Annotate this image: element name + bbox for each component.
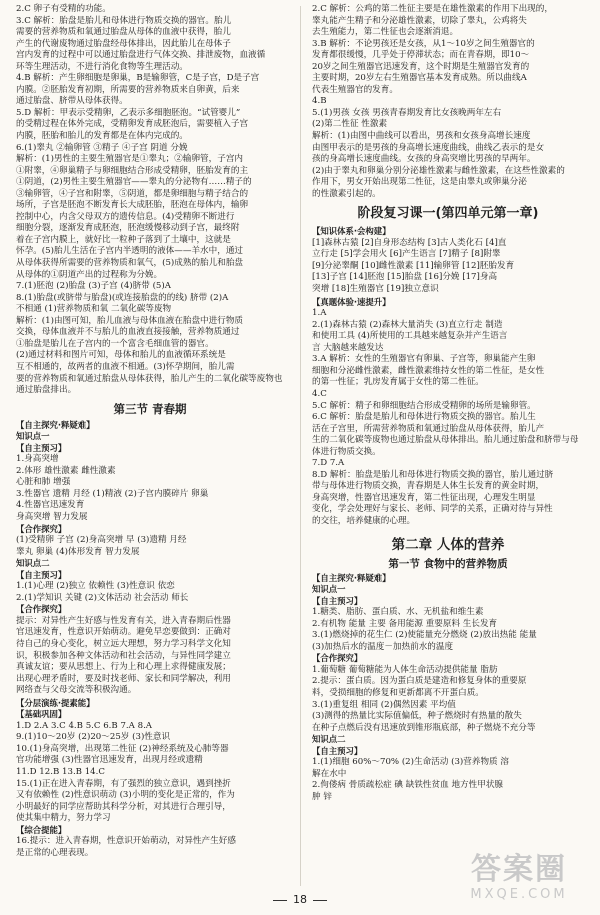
small-heading: 【自主预习】 xyxy=(312,745,363,756)
answer-line: 8.D 解析：胎盘是胎儿和母体进行物质交换的器官，胎儿通过脐 xyxy=(312,469,554,480)
answer-line: ①胎盘是胎儿在子宫内的一个富含毛细血管的器官。 xyxy=(16,338,214,349)
answer-line: 带与母体进行物质交换，青春期是人体生长发育的黄金时期， xyxy=(312,481,545,492)
answer-line: 心脏和肺 增强 xyxy=(16,477,71,488)
answer-line: 10.(1)身高突增，出现第二性征 (2)神经系统及心肺等器 xyxy=(16,743,229,754)
answer-line: 官功能增强 (3)性器官迅速发育，出现月经或遗精 xyxy=(16,755,203,766)
small-heading: 【合作探究】 xyxy=(16,604,67,615)
answer-line: 3.A 解析：女性的生殖器官有卵巢、子宫等，卵巢能产生卵 xyxy=(312,354,536,365)
answer-line: 生的二氧化碳等废物也通过胎盘从母体排出。胎儿通过胎盘和脐带与母体进行物质交换。 xyxy=(312,435,579,457)
answer-line: 宫内发育的过程中可以通过胎盘进行气体交换、排泄废物，血液循 xyxy=(16,50,266,61)
answer-line: 2.(1)森林古猿 (2)森林大量消失 (3)直立行走 制造 xyxy=(312,319,503,330)
answer-line: 细胞分裂，逐渐发育成胚泡，胚泡缓慢移动到子宫，最终附 xyxy=(16,223,240,234)
small-heading: 知识点一 xyxy=(16,431,50,442)
answer-line: 3.B 解析：不论男孩还是女孩，从1～10岁之间生殖器官的 xyxy=(312,38,535,49)
answer-line: 解析：(1)由图中曲线可以看出，男孩和女孩身高增长速度 xyxy=(312,131,531,142)
answer-line: 是正常的心理表现。 xyxy=(16,847,94,858)
answer-line: 从母体的①阴道产出的过程称为分娩。 xyxy=(16,269,163,280)
column-divider xyxy=(300,6,301,886)
answer-line: 9.(1)10～20岁 (2)20～25岁 (3)性意识 xyxy=(16,732,171,743)
bracket-heading: 【自主探究·释疑难】 xyxy=(16,419,95,430)
answer-line: 主要时期，20岁左右生殖器官基本发育成熟。所以曲线A xyxy=(312,73,527,84)
answer-line: 官迅速发育，性意识开始萌动。避免早恋要做到：正确对 xyxy=(16,627,231,638)
answer-line: 5.D 解析：甲表示受精卵，乙表示多细胞胚泡。“试管婴儿” xyxy=(16,107,241,118)
answer-line: 15.(1)正在进入青春期，有了强烈的独立意识，遇到挫折 xyxy=(16,778,231,789)
small-heading: 知识点二 xyxy=(312,734,346,745)
answer-line: 2.佝偻病 骨质疏松症 碘 缺铁性贫血 地方性甲状腺 xyxy=(312,780,504,791)
answer-line: 2.提示：蛋白质。因为蛋白质是建造和修复身体的重要原 xyxy=(312,676,527,687)
answer-line: 小明最好的同学应帮助其科学分析，对其进行合理引导， xyxy=(16,801,231,812)
answer-line: 1.身高突增 xyxy=(16,454,59,465)
answer-line: 去生殖能力，第二性征也会逐渐消退。 xyxy=(312,27,459,38)
answer-line: (2)第二性征 性激素 xyxy=(312,119,388,130)
answer-line: 4.B 解析：产生卵细胞是卵巢，B是输卵管，C是子宫，D是子宫 xyxy=(16,73,260,84)
answer-line: (2)通过材料和图片可知，母体和胎儿的血液循环系统是 xyxy=(16,350,226,361)
answer-line: (2)由于睾丸和卵巢分别分泌雄性激素与雌性激素，在这些性激素的 xyxy=(312,165,565,176)
answer-line: 2.体形 雄性激素 雌性激素 xyxy=(16,465,116,476)
answer-line: ①阴道，(2)男性主要生殖器官——睾丸的分泌物有……精子的 xyxy=(16,177,252,188)
answer-line: 场所，子宫是胚泡不断发育长大成胚胎，胚泡在母体内，输卵 xyxy=(16,200,249,211)
answer-line: 使其集中精力，努力学习 xyxy=(16,813,111,824)
bracket-heading: 【分层演练·提素能】 xyxy=(16,697,95,708)
answer-line: 和使用工具 (4)所使用的工具越来越复杂并产生语言 xyxy=(312,331,508,342)
answer-line: 由图甲表示的是男孩的身高增长速度曲线，曲线乙表示的是女 xyxy=(312,142,545,153)
watermark-sub: MXQE.COM xyxy=(470,887,568,902)
answer-line: 5.(1)男孩 女孩 男孩青春期发育比女孩晚两年左右 xyxy=(312,107,502,118)
answer-line: (3)加热后水的温度－加热前水的温度 xyxy=(312,641,454,652)
answer-line: 7.D 7.A xyxy=(312,458,345,469)
answer-line: 4.C xyxy=(312,388,327,399)
answer-line: ③输卵管，④子宫和附睾，⑤阴道，都是卵细胞与精子结合的 xyxy=(16,188,249,199)
answer-line: 解析：(1)男性的主要生殖器官是①睾丸；②输卵管，子宫内 xyxy=(16,154,244,165)
watermark-logo xyxy=(444,853,594,905)
answer-line: 着在子宫内膜上，就好比一粒种子落到了土壤中，这就是 xyxy=(16,234,231,245)
answer-line: 在种子点燃后没有迅速放到锥形瓶底部，种子燃烧不充分等 xyxy=(312,722,536,733)
small-heading: 【自主预习】 xyxy=(16,442,67,453)
review-title: 阶段复习课一(第四单元第一章) xyxy=(357,206,539,222)
answer-line: 孩的身高增长速度曲线。女孩的身高突增比男孩的早两年。 xyxy=(312,154,536,165)
answer-line: 出现心理矛盾时，要及时找老师、家长和同学解决，利用 xyxy=(16,673,231,684)
answer-line: 2.(1)学知识 关键 (2)文体活动 社会活动 师长 xyxy=(16,592,189,603)
answer-line: 的受精过程在体外完成，受精卵发育成胚泡后，需要植入子宫 xyxy=(16,119,249,130)
answer-line: 身高突增，性器官迅速发育，第二性征出现，心理发生明显 xyxy=(312,492,536,503)
small-heading: 【基础巩固】 xyxy=(16,709,67,720)
answer-line: 通过胎盘、脐带从母体获得。 xyxy=(16,96,128,107)
bracket-heading: 【自主探究·释疑难】 xyxy=(312,572,391,583)
answer-line: 内膜，胚胎和胎儿的发育都是在体内完成的。 xyxy=(16,131,188,142)
subsection-title: 第一节 食物中的营养物质 xyxy=(388,557,508,570)
answer-line: 内膜。②胚胎发育初期，所需要的营养物质来自卵黄，后来 xyxy=(16,84,240,95)
answer-line: 识，积极参加各种文体活动和社会活动，与异性同学建立 xyxy=(16,650,231,661)
answer-line: 7.(1)胚泡 (2)胎盘 (3)子宫 (4)脐带 (5)A xyxy=(16,281,171,292)
small-heading: 【合作探究】 xyxy=(312,653,363,664)
answer-line: 16.提示：进入青春期，性意识开始萌动，对异性产生好感 xyxy=(16,836,236,847)
answer-line: 活在子宫里，所需营养物质和氧通过胎盘从母体获得，胎儿产 xyxy=(312,423,545,434)
small-heading: 知识点一 xyxy=(312,584,346,595)
answer-line: 突增 [18]生殖器官 [19]独立意识 xyxy=(312,284,439,295)
answer-line: [9]分泌睾酮 [10]雌性激素 [11]输卵管 [12]胚胎发育 xyxy=(312,260,515,271)
answer-line: 环等生理活动，不进行消化食物等生理活动。 xyxy=(16,61,188,72)
answer-line: [13]子宫 [14]胚泡 [15]胎盘 [16]分娩 [17]身高 xyxy=(312,272,498,283)
answer-line: 6.(1)睾丸 ②输卵管 ③精子 ④子宫 阴道 分娩 xyxy=(16,142,188,153)
answer-line: 变化，学会处理好与家长、老师、同学的关系，正确对待与异性 xyxy=(312,504,553,515)
answer-line: 5.C 解析：精子和卵细胞结合形成受精卵的场所是输卵管。 xyxy=(312,400,536,411)
section-title: 第三节 青春期 xyxy=(113,401,187,416)
answer-line: 1.葡萄糖 葡萄糖能为人体生命活动提供能量 脂肪 xyxy=(312,664,498,675)
answer-line: 4.B xyxy=(312,96,327,107)
answer-line: ①附睾，④卵巢精子与卵细胞结合形成受精卵，胚胎发育的主 xyxy=(16,165,249,176)
chapter-title: 第二章 人体的营养 xyxy=(391,536,505,553)
answer-line: 控制中心，内含父母双方的遗传信息。(4)受精卵不断进行 xyxy=(16,211,235,222)
answer-line: 的第一性征；乳房发育属于女性的第二性征。 xyxy=(312,377,484,388)
answer-line: 11.D 12.B 13.B 14.C xyxy=(16,767,105,777)
answer-line: 1.糖类、脂肪、蛋白质、水、无机盐和维生素 xyxy=(312,607,484,618)
answer-line: 代表生殖器官的发育。 xyxy=(312,84,398,95)
answer-line: 2.C 卵子有受精的功能。 xyxy=(16,4,111,14)
answer-line: 要的营养物质和氧通过胎盘从母体获得，胎儿产生的二氧化碳等废物也 xyxy=(16,373,283,384)
answer-line: 3.C 解析：胎盘是胎儿和母体进行物质交换的器官。胎儿 xyxy=(16,15,232,26)
answer-line: [1]森林古猿 [2]自身形态结构 [3]古人类化石 [4]直 xyxy=(312,237,507,248)
watermark-main: 答案圈 xyxy=(471,852,567,887)
answer-line: 真诚友谊；要从思想上、行为上和心理上求得健康发展； xyxy=(16,662,231,673)
answer-line: (1)受精卵 子宫 (2)身高突增 早 (3)遗精 月经 xyxy=(16,535,187,546)
answer-line: 从母体获得所需要的营养物质和氧气，(5)成熟的胎儿和胎盘 xyxy=(16,258,244,269)
answer-line: 言 大脑越来越发达 xyxy=(312,342,384,353)
answer-line: 1.D 2.A 3.C 4.B 5.C 6.B 7.A 8.A xyxy=(16,720,153,731)
answer-line: 怀孕。(5)胎儿生活在子宫内半透明的液体——羊水中，通过 xyxy=(16,246,244,257)
small-heading: 【自主预习】 xyxy=(16,569,67,580)
answer-line: 3.性器官 遗精 月经 (1)精液 (2)子宫内膜碎片 卵巢 xyxy=(16,488,209,499)
answer-line: 4.性器官迅速发育 xyxy=(16,500,85,511)
answer-line: 细胞和分泌雌性激素，雌性激素维持女性的第二性征，是女性 xyxy=(312,365,545,376)
answer-line: 的交往，培养健康的心理。 xyxy=(312,515,416,526)
left-column xyxy=(16,4,284,859)
bracket-heading: 【真题体验·速提升】 xyxy=(312,296,391,307)
answer-line: 3.(1)重复组 相同 (2)偶然因素 平均值 xyxy=(312,699,456,710)
answer-line: 睾丸能产生精子和分泌雄性激素，切除了睾丸，公鸡将失 xyxy=(312,15,527,26)
answer-line: 解在水中 xyxy=(312,768,347,779)
answer-line: 又有依赖性 (2)性意识萌动 (3)小明的变化是正常的，作为 xyxy=(16,790,235,801)
bracket-heading: 【知识体系·会构建】 xyxy=(312,226,391,237)
answer-line: 待自己的身心变化，树立远大理想，努力学习科学文化知 xyxy=(16,638,231,649)
small-heading: 知识点二 xyxy=(16,558,50,569)
answer-line: 8.(1)胎盘(或脐带与胎盘)(或连接胎盘的的线) 脐带 (2)A xyxy=(16,292,229,303)
answer-line: 作用下，男女开始出现第二性征，这是由睾丸或卵巢分泌 xyxy=(312,177,527,188)
answer-line: 发育都很缓慢，几乎处于停滞状态；而在青春期，即10～ xyxy=(312,50,530,61)
page-number-text: 18 xyxy=(293,893,307,906)
answer-line: 2.有机物 能量 主要 备用能源 重要原料 生长发育 xyxy=(312,618,498,629)
small-heading: 【自主预习】 xyxy=(312,595,363,606)
answer-line: 解析：(1)由图可知，胎儿血液与母体血液在胎盘中进行物质 xyxy=(16,315,244,326)
answer-line: 需要的营养物质和氧通过胎盘从母体的血液中获得，胎儿 xyxy=(16,27,231,38)
answer-line: 网络查与父母交流等积极沟通。 xyxy=(16,685,137,696)
answer-line: (3)测得的热量比实际值偏低，种子燃烧时有热量的散失 xyxy=(312,711,522,722)
answer-line: 2.C 解析：公鸡的第二性征主要是在雄性激素的作用下出现的， xyxy=(312,4,553,14)
small-heading: 【综合提能】 xyxy=(16,824,67,835)
answer-line: 身高突增 智力发展 xyxy=(16,511,88,522)
answer-line: 的性激素引起的。 xyxy=(312,188,381,199)
answer-line: 提示：对异性产生好感与性发育有关，进入青春期后性器 xyxy=(16,615,231,626)
answer-line: 肿 锌 xyxy=(312,791,332,802)
right-column xyxy=(312,4,584,803)
answer-line: 6.C 解析：胎盘是胎儿和母体进行物质交换的器官。胎儿生 xyxy=(312,412,536,423)
answer-line: 交换，母体血液并不与胎儿的血液直接接触，营养物质通过 xyxy=(16,327,240,338)
answer-line: 通过胎盘排出。 xyxy=(16,385,77,396)
answer-line: 1.A xyxy=(312,308,327,319)
answer-line: 不相通 (1)营养物质和氧 二氧化碳等废物 xyxy=(16,304,172,315)
small-heading: 【合作探究】 xyxy=(16,523,67,534)
answer-line: 1.(1)心理 (2)独立 依赖性 (3)性意识 依恋 xyxy=(16,581,175,592)
answer-line: 20岁之间生殖器官迅速发育，这个时期是生殖器官发育的 xyxy=(312,61,530,72)
answer-line: 1.(1)细胞 60%～70% (2)生命活动 (3)营养物质 溶 xyxy=(312,757,509,768)
answer-line: 睾丸 卵巢 (4)体形发育 智力发展 xyxy=(16,546,140,557)
answer-line: 料，受损细胞的修复和更新都离不开蛋白质。 xyxy=(312,687,484,698)
answer-line: 3.(1)燃烧掉的花生仁 (2)使能量充分燃烧 (2)放出热能 能量 xyxy=(312,630,537,641)
answer-line: 互不相通的，故两者的血液不相通。(3)怀孕期间，胎儿需 xyxy=(16,361,235,372)
answer-line: 产生的代谢废物通过胎盘经母体排出，因此胎儿在母体子 xyxy=(16,38,231,49)
answer-line: 立行走 [5]学会用火 [6]产生语言 [7]精子 [8]附睾 xyxy=(312,249,501,260)
